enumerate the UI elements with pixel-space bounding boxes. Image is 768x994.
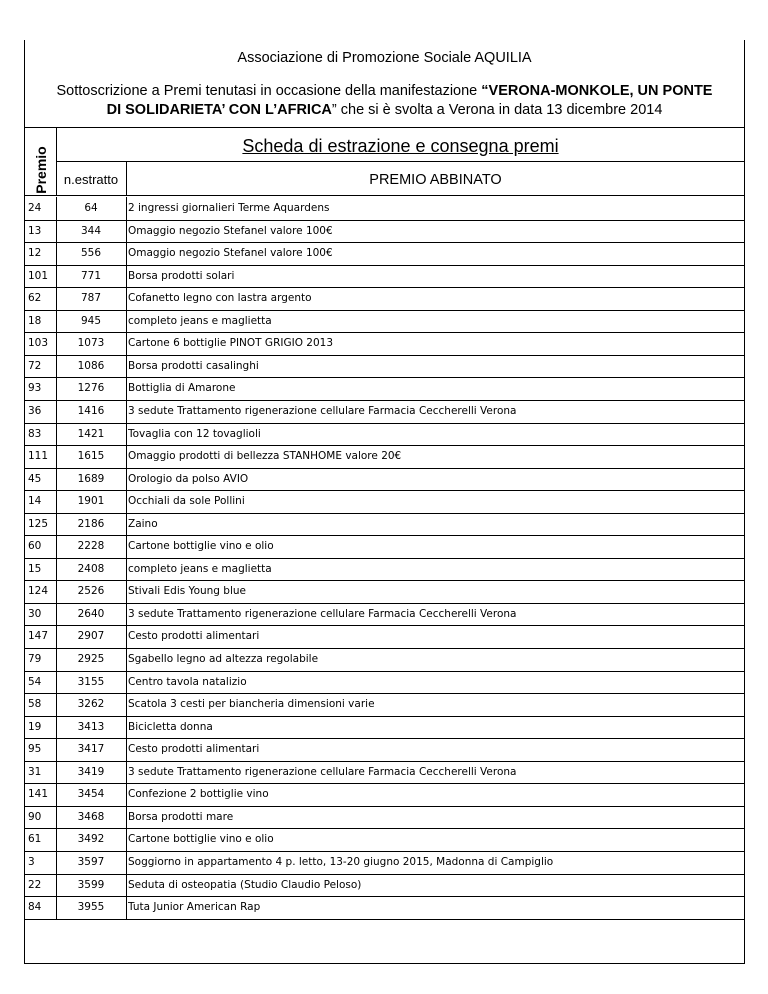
cell-estratto: 771 — [80, 269, 102, 282]
table-row — [24, 828, 745, 851]
cell-estratto: 1615 — [77, 450, 105, 463]
cell-premio: 61 — [28, 833, 42, 846]
cell-premio: 24 — [28, 202, 42, 214]
cell-premio: 95 — [28, 743, 42, 756]
cell-premio-abbinato: 3 sedute Trattamento rigenerazione cellulare Farmacia Ceccherelli Verona — [128, 607, 517, 620]
table-row — [24, 220, 745, 243]
cell-premio-abbinato: Confezione 2 bottiglie vino — [128, 788, 269, 801]
cell-premio: 141 — [28, 788, 49, 801]
table-row — [24, 355, 745, 378]
cell-premio-abbinato: Sgabello legno ad altezza regolabile — [128, 653, 319, 665]
cell-estratto: 1086 — [77, 359, 105, 372]
cell-premio: 31 — [28, 765, 42, 778]
cell-estratto: 3955 — [77, 901, 105, 914]
cell-estratto: 2186 — [77, 517, 105, 530]
cell-premio: 14 — [28, 495, 42, 508]
row-divider — [24, 919, 745, 920]
cell-premio-abbinato: Soggiorno in appartamento 4 p. letto, 13-20 giugno 2015, Madonna di Campiglio — [128, 855, 554, 868]
organization-name: Associazione di Promozione Sociale AQUILIA — [237, 50, 532, 66]
cell-premio: 19 — [28, 720, 42, 733]
cell-premio-abbinato: Borsa prodotti casalinghi — [128, 359, 259, 372]
cell-estratto: 2640 — [77, 607, 105, 620]
cell-premio: 101 — [28, 269, 49, 282]
cell-premio: 30 — [28, 607, 42, 620]
cell-estratto: 3492 — [77, 833, 105, 846]
cell-estratto: 3597 — [77, 855, 105, 868]
cell-premio: 22 — [28, 878, 42, 891]
cell-premio-abbinato: 3 sedute Trattamento rigenerazione cellulare Farmacia Ceccherelli Verona — [128, 404, 517, 417]
description-tail: ” che si è svolta a Verona in data 13 dicembre 2014 — [331, 102, 663, 118]
column-header-estratto: n.estratto — [63, 172, 119, 187]
table-row — [24, 738, 745, 761]
cell-estratto: 3419 — [77, 765, 105, 778]
table-row — [24, 490, 745, 513]
cell-premio: 45 — [28, 472, 42, 485]
cell-estratto: 3454 — [77, 788, 105, 801]
cell-estratto: 3599 — [77, 878, 105, 891]
table-row — [24, 851, 745, 874]
table-row — [24, 761, 745, 784]
cell-premio: 84 — [28, 901, 42, 914]
table-row — [24, 468, 745, 491]
column-header-premio-abbinato: PREMIO ABBINATO — [369, 172, 502, 188]
cell-premio-abbinato: Omaggio prodotti di bellezza STANHOME valore 20€ — [128, 450, 402, 463]
cell-premio-abbinato: Cofanetto legno con lastra argento — [128, 292, 312, 305]
description-text: Sottoscrizione a Premi tenutasi in occasione della manifestazione — [56, 83, 482, 99]
cell-estratto: 64 — [84, 202, 98, 214]
table-row — [24, 558, 745, 581]
table-row — [24, 671, 745, 694]
header-divider — [24, 127, 745, 128]
cell-premio: 12 — [28, 247, 42, 260]
column-header-premio: Premio — [33, 146, 49, 194]
table-row — [24, 535, 745, 558]
table-row — [24, 287, 745, 310]
cell-premio-abbinato: Zaino — [128, 517, 158, 530]
cell-premio-abbinato: Seduta di osteopatia (Studio Claudio Peloso) — [128, 878, 362, 891]
table-row — [24, 423, 745, 446]
cell-premio-abbinato: Bottiglia di Amarone — [128, 382, 236, 395]
table-row — [24, 332, 745, 355]
table-row — [24, 625, 745, 648]
cell-premio: 83 — [28, 427, 42, 440]
cell-premio: 103 — [28, 337, 49, 350]
cell-estratto: 2228 — [77, 540, 105, 553]
cell-estratto: 1416 — [77, 404, 105, 417]
table-row — [24, 400, 745, 423]
cell-premio: 58 — [28, 698, 42, 711]
cell-premio-abbinato: Occhiali da sole Pollini — [128, 495, 245, 508]
cell-premio: 62 — [28, 292, 42, 305]
cell-premio: 13 — [28, 224, 42, 237]
table-row — [24, 874, 745, 897]
table-row — [24, 896, 745, 919]
cell-premio: 90 — [28, 810, 42, 823]
table-row — [24, 806, 745, 829]
cell-estratto: 3417 — [77, 743, 105, 756]
cell-premio-abbinato: Cesto prodotti alimentari — [128, 743, 260, 756]
title-divider — [56, 161, 745, 162]
cell-premio-abbinato: Omaggio negozio Stefanel valore 100€ — [128, 224, 333, 237]
cell-estratto: 556 — [80, 247, 102, 260]
table-row — [24, 445, 745, 468]
cell-estratto: 1073 — [77, 337, 105, 350]
cell-estratto: 3413 — [77, 720, 105, 733]
cell-estratto: 3468 — [77, 810, 105, 823]
table-row — [24, 242, 745, 265]
event-name-line-1: “VERONA-MONKOLE, UN PONTE — [481, 83, 713, 99]
table-row — [24, 648, 745, 671]
cell-premio-abbinato: Bicicletta donna — [128, 720, 213, 733]
cell-premio-abbinato: Orologio da polso AVIO — [128, 472, 249, 485]
cell-premio: 54 — [28, 675, 42, 688]
header-column-divider — [126, 161, 127, 195]
cell-estratto: 2526 — [77, 585, 105, 598]
table-row — [24, 265, 745, 288]
cell-premio: 111 — [28, 450, 49, 463]
estratto-column-line — [126, 197, 127, 919]
event-description — [24, 82, 745, 120]
table-row — [24, 377, 745, 400]
table-row — [24, 513, 745, 536]
cell-premio: 60 — [28, 540, 42, 553]
cell-premio: 3 — [28, 855, 35, 868]
cell-estratto: 1421 — [77, 427, 105, 440]
cell-premio-abbinato: Tuta Junior American Rap — [128, 901, 261, 914]
cell-premio-abbinato: 3 sedute Trattamento rigenerazione cellulare Farmacia Ceccherelli Verona — [128, 765, 517, 778]
table-row — [24, 693, 745, 716]
cell-premio-abbinato: Cartone bottiglie vino e olio — [128, 833, 274, 846]
cell-estratto: 945 — [80, 314, 102, 327]
cell-premio-abbinato: Scatola 3 cesti per biancheria dimensioni varie — [128, 698, 375, 711]
table-row — [24, 310, 745, 333]
cell-premio: 72 — [28, 359, 42, 372]
cell-premio: 124 — [28, 585, 49, 598]
cell-premio: 79 — [28, 653, 42, 665]
table-row — [24, 783, 745, 806]
cell-premio-abbinato: completo jeans e maglietta — [128, 562, 272, 575]
table-row — [24, 716, 745, 739]
cell-estratto: 2907 — [77, 630, 105, 643]
table-header-divider — [24, 195, 745, 196]
cell-estratto: 787 — [80, 292, 102, 305]
cell-estratto: 1689 — [77, 472, 105, 485]
cell-premio-abbinato: Centro tavola natalizio — [128, 675, 247, 688]
cell-estratto: 3262 — [77, 698, 105, 711]
cell-estratto: 1276 — [77, 382, 105, 395]
table-row — [24, 580, 745, 603]
table-row — [24, 197, 745, 220]
cell-premio-abbinato: Omaggio negozio Stefanel valore 100€ — [128, 247, 333, 260]
cell-premio: 125 — [28, 517, 49, 530]
cell-premio: 36 — [28, 404, 42, 417]
cell-premio: 147 — [28, 630, 49, 643]
cell-estratto: 344 — [80, 224, 102, 237]
cell-premio-abbinato: 2 ingressi giornalieri Terme Aquardens — [128, 202, 330, 214]
cell-estratto: 2925 — [77, 653, 105, 665]
cell-premio: 15 — [28, 562, 42, 575]
cell-premio: 18 — [28, 314, 42, 327]
cell-premio-abbinato: Tovaglia con 12 tovaglioli — [128, 427, 261, 440]
premio-column-line — [56, 197, 57, 919]
event-name-line-2: DI SOLIDARIETA’ CON L’AFRICA — [106, 102, 332, 118]
cell-premio-abbinato: Cartone 6 bottiglie PINOT GRIGIO 2013 — [128, 337, 334, 350]
cell-premio-abbinato: Stivali Edis Young blue — [128, 585, 246, 598]
cell-premio-abbinato: completo jeans e maglietta — [128, 314, 272, 327]
table-row — [24, 603, 745, 626]
cell-estratto: 1901 — [77, 495, 105, 508]
cell-estratto: 2408 — [77, 562, 105, 575]
cell-premio-abbinato: Borsa prodotti solari — [128, 269, 235, 282]
cell-premio-abbinato: Cartone bottiglie vino e olio — [128, 540, 274, 553]
cell-premio-abbinato: Cesto prodotti alimentari — [128, 630, 260, 643]
table-title: Scheda di estrazione e consegna premi — [242, 136, 559, 156]
cell-premio-abbinato: Borsa prodotti mare — [128, 810, 234, 823]
cell-estratto: 3155 — [77, 675, 105, 688]
cell-premio: 93 — [28, 382, 42, 395]
